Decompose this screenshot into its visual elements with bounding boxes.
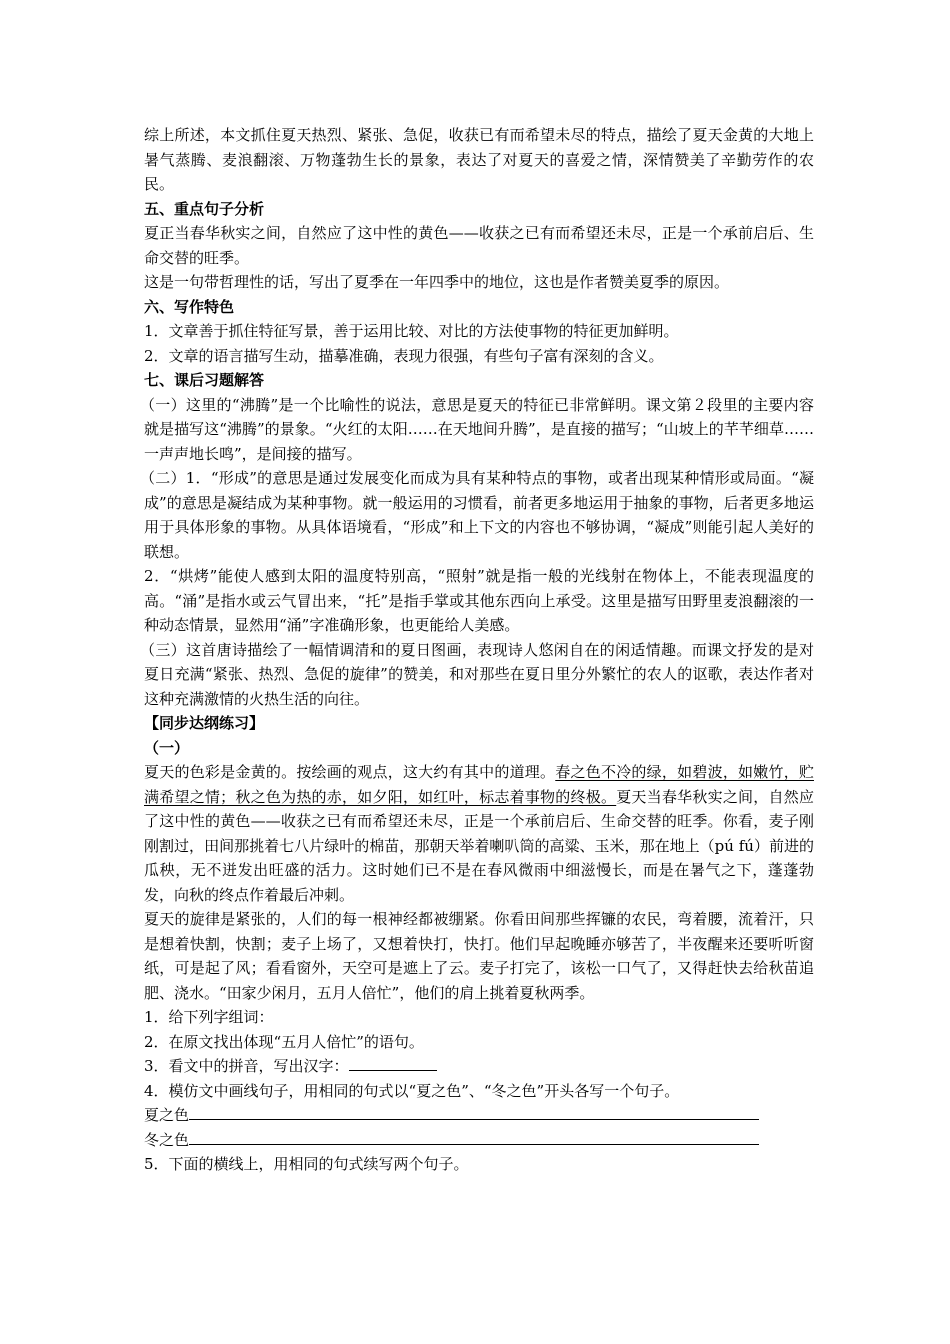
answer-part-3: （三）这首唐诗描绘了一幅情调清和的夏日图画，表现诗人悠闲自在的闲适情趣。而课文抒发的是对夏日充满“紧张、热烈、急促的旋律”的赞美，和对那些在夏日里分外繁忙的农人的讴歌，表达作者对这种充满激情的火热生活的向往。 [140,640,814,708]
question-3 [144,1054,814,1079]
practice-subheading: （一） [144,738,190,757]
answer-blank[interactable] [349,1056,437,1071]
passage-text: 夏天的色彩是金黄的。按绘画的观点，这大约有其中的道理。 [144,763,556,781]
underlined-sentence: 春之色不冷的绿，如碧波，如嫩竹，贮满希望之情；秋之色为热的赤，如夕阳，如红叶，标志着事物的终极。 [144,763,814,806]
answer-line-label: 冬之色 [144,1130,190,1149]
answer-line[interactable] [189,1105,759,1120]
section-heading-exercise-answers: 七、课后习题解答 [144,371,265,389]
answer-line-winter [144,1128,814,1153]
key-sentence: 夏正当春华秋实之间，自然应了这中性的黄色——收获之已有而希望还未尽，正是一个承前启后、生命交替的旺季。 [144,224,814,267]
answer-part-1: （一）这里的“沸腾”是一个比喻性的说法，意思是夏天的特征已非常鲜明。课文第２段里的主要内容就是描写这“沸腾”的景象。“火红的太阳……在天地间升腾”，是直接的描写；“山坡上的芊芊细草……一声声地长鸣”，是间接的描写。 [140,395,814,463]
question-2: 2．在原文找出体现“五月人倍忙”的语句。 [144,1032,424,1051]
section-heading-key-sentences: 五、重点句子分析 [144,199,265,218]
question-1: 1．给下列字组词： [144,1008,274,1026]
question-5: 5．下面的横线上，用相同的句式续写两个句子。 [144,1155,469,1173]
key-sentence-analysis: 这是一句带哲理性的话，写出了夏季在一年四季中的地位，这也是作者赞美夏季的原因。 [144,273,730,291]
feature-item: 1．文章善于抓住特征写景，善于运用比较、对比的方法使事物的特征更加鲜明。 [144,322,679,340]
passage-paragraph-1 [144,760,814,907]
summary-paragraph: 综上所述，本文抓住夏天热烈、紧张、急促，收获已有而希望未尽的特点，描绘了夏天金黄的大地上暑气蒸腾、麦浪翻滚、万物蓬勃生长的景象，表达了对夏天的喜爱之情，深情赞美了辛勤劳作的农民。 [144,126,814,193]
practice-heading: 【同步达纲练习】 [144,714,265,732]
passage-text: 夏天当春华秋实之间，自然应了这中性的黄色——收获之已有而希望还未尽，正是一个承前启后、生命交替的旺季。你看，麦子刚刚割过，田间那挑着七八片绿叶的棉苗，那朝天举着喇叭筒的高粱、玉米，那在地上（pú fú）前进的瓜秧，无不迸发出旺盛的活力。这时她们已不是在春风微雨中细滋慢长，而是在暑气之下，蓬蓬勃发，向秋的终点作着最后冲刺。 [144,787,814,904]
section-heading-writing-features: 六、写作特色 [144,297,235,316]
passage-paragraph-2: 夏天的旋律是紧张的，人们的每一根神经都被绷紧。你看田间那些挥镰的农民，弯着腰，流着汗，只是想着快割，快割；麦子上场了，又想着快打，快打。他们早起晚睡亦够苦了，半夜醒来还要听听窗纸，可是起了风；看看窗外，天空可是遮上了云。麦子打完了，该松一口气了，又得赶快去给秋苗追肥、浇水。“田家少闲月，五月人倍忙”，他们的肩上挑着夏秋两季。 [144,910,814,1002]
question-3-text: 3．看文中的拼音，写出汉字： [144,1057,349,1075]
feature-item: 2．文章的语言描写生动，描摹准确，表现力很强，有些句子富有深刻的含义。 [144,346,664,365]
answer-part-2-1: （二）1．“形成”的意思是通过发展变化而成为具有某种特点的事物，或者出现某种情形或局面。“凝成”的意思是凝结成为某种事物。就一般运用的习惯看，前者更多地运用于抽象的事物，后者更多地运用于具体形象的事物。从具体语境看，“形成”和上下文的内容也不够协调，“凝成”则能引起人美好的联想。 [140,469,814,561]
answer-line-label: 夏之色 [144,1106,190,1124]
answer-line[interactable] [189,1130,759,1145]
answer-part-2-2: 2．“烘烤”能使人感到太阳的温度特别高，“照射”就是指一般的光线射在物体上，不能表现温度的高。“涌”是指水或云气冒出来，“托”是指手掌或其他东西向上承受。这里是描写田野里麦浪翻滚的一种动态情景，显然用“涌”字准确形象，也更能给人美感。 [144,567,814,634]
document-page [140,123,814,1177]
question-4: 4．模仿文中画线句子，用相同的句式以“夏之色”、“冬之色”开头各写一个句子。 [144,1081,680,1100]
answer-line-summer [144,1103,814,1128]
